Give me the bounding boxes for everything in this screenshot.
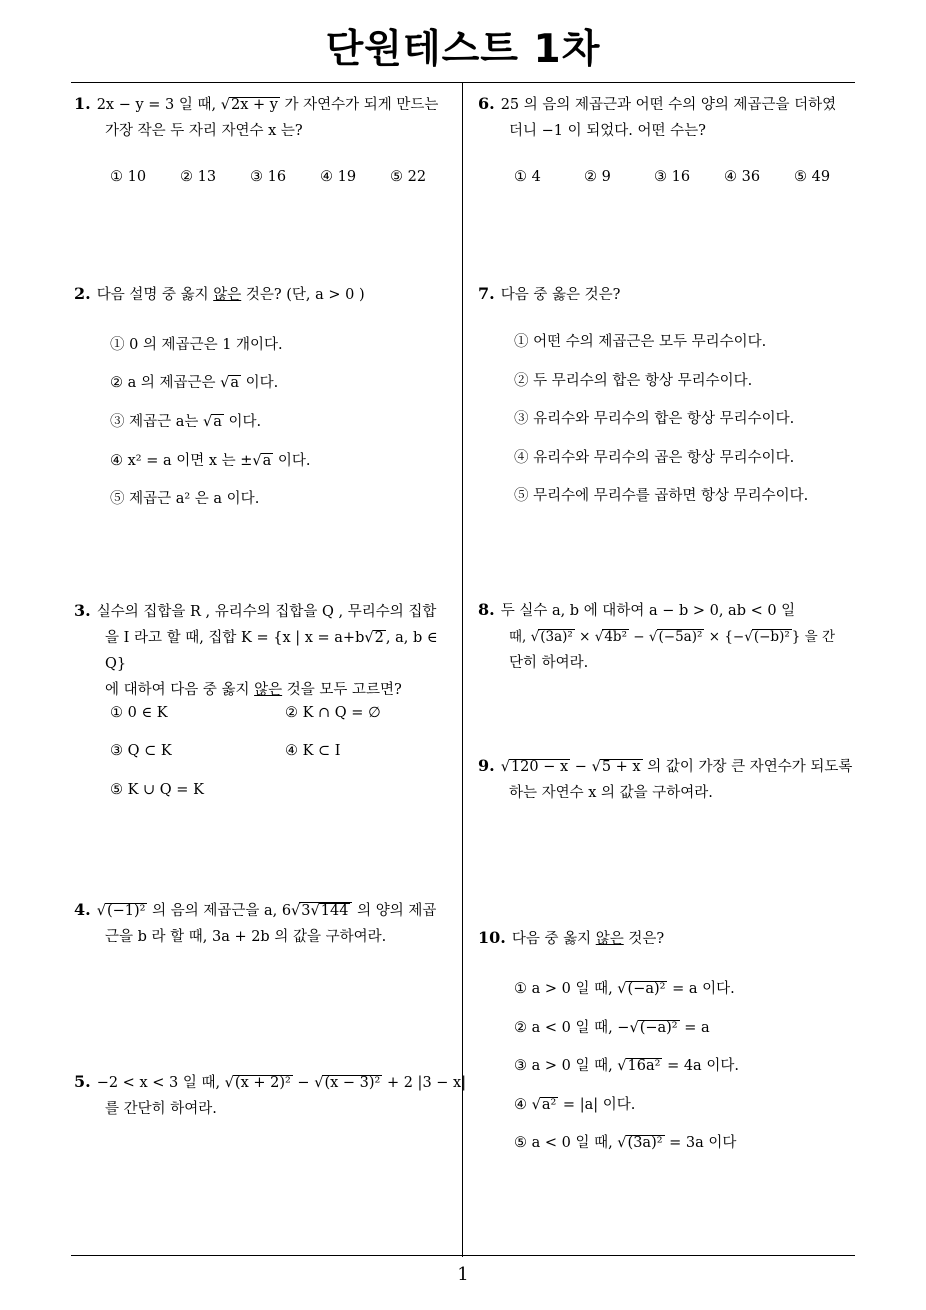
problem-8: [478, 597, 860, 676]
choice-5: ⑤ 49: [794, 169, 831, 185]
question-text: 2x − y = 3 일 때,: [96, 97, 221, 113]
problem-5: [74, 1069, 467, 1122]
choice-4: ④ 19: [320, 169, 357, 185]
radicand: (−1)²: [106, 903, 146, 919]
radicand: 4b²: [604, 629, 627, 645]
problem-4: [74, 897, 458, 950]
radicand: 144: [320, 903, 349, 919]
question-text: 단히 하여라.: [509, 655, 589, 671]
bottom-rule: [71, 1255, 855, 1256]
choice-3: ③ 16: [250, 169, 287, 185]
problem-number: 9.: [478, 756, 495, 775]
choice-text: = |a| 이다.: [558, 1097, 636, 1113]
choice-5: ⑤ 22: [390, 169, 427, 185]
choice-text: = a 이다.: [667, 981, 735, 997]
question-text: 다음 중 옳은 것은?: [500, 287, 621, 303]
choice-5: ⑤ 제곱근 a² 은 a 이다.: [110, 491, 260, 507]
radicand: 120 − x: [510, 759, 569, 775]
brace-close: }: [791, 629, 801, 645]
question-text: 의 값이 가장 큰 자연수가 되도록: [642, 759, 853, 775]
choice-1: [514, 977, 735, 998]
choice-1: ① 0 의 제곱근은 1 개이다.: [110, 337, 283, 353]
question-text: 에 대하여 다음 중 옳지: [105, 682, 255, 698]
choice-text: ③ 제곱근 a는: [110, 414, 203, 430]
question-text: 의 음의 제곱근을 a, 6: [147, 903, 292, 919]
choice-text: ② a 의 제곱근은: [110, 375, 221, 391]
problem-3: [74, 598, 456, 703]
sqrt-sign: √: [291, 903, 301, 919]
radicand: a: [262, 453, 272, 469]
problem-9: [478, 753, 860, 806]
question-text: 하는 자연수 x 의 값을 구하여라.: [509, 785, 713, 801]
choice-text: 이다.: [273, 453, 311, 469]
question-text: 가장 작은 두 자리 자연수 x 는?: [105, 123, 303, 139]
question-text: 두 실수 a, b 에 대하여 a − b > 0, ab < 0 일: [500, 603, 796, 619]
operator: ×: [704, 629, 725, 645]
question-text: 을 간: [800, 629, 836, 645]
choice-1: ① 어떤 수의 제곱근은 모두 무리수이다.: [514, 334, 767, 350]
question-text: 다음 설명 중 옳지: [96, 287, 214, 303]
choice-4: ④ 유리수와 무리수의 곱은 항상 무리수이다.: [514, 450, 795, 466]
question-text: 을 I 라고 할 때, 집합 K = {x | x = a+b: [105, 630, 365, 646]
choice-1: ① 4: [514, 169, 541, 185]
choice-text: = 4a 이다.: [662, 1058, 739, 1074]
problem-10: [478, 925, 860, 952]
sqrt-sign: √: [220, 375, 230, 391]
sqrt-sign: √: [203, 414, 213, 430]
radicand-outer: [299, 902, 352, 920]
top-rule: [71, 82, 855, 83]
radicand: (x + 2)²: [234, 1075, 291, 1091]
choice-3: ③ 유리수와 무리수의 합은 항상 무리수이다.: [514, 411, 795, 427]
question-text: 것은? (단, a > 0 ): [241, 287, 365, 303]
problem-number: 5.: [74, 1072, 91, 1091]
radicand: (x − 3)²: [324, 1075, 381, 1091]
choice-text: = a: [679, 1020, 710, 1036]
question-text: 것을 모두 고르면?: [282, 682, 402, 698]
problem-number: 10.: [478, 928, 506, 947]
problem-number: 3.: [74, 601, 91, 620]
underlined-word: 않은: [213, 287, 242, 303]
problem-number: 7.: [478, 284, 495, 303]
sqrt-sign: √: [220, 97, 230, 113]
brace-open: {−: [724, 629, 745, 645]
choice-3: [110, 410, 261, 431]
question-text: 근을 b 라 할 때, 3a + 2b 의 값을 구하여라.: [105, 929, 387, 945]
radicand: (−a)²: [627, 981, 666, 997]
radicand-coefficient: 3: [301, 903, 311, 919]
choice-2: ② 13: [180, 169, 217, 185]
radicand: 2x + y: [230, 97, 278, 113]
choice-text: ④: [514, 1097, 532, 1113]
radicand: (3a)²: [540, 629, 573, 645]
sqrt-sign: √: [224, 1075, 234, 1091]
sqrt-sign: √: [364, 630, 374, 646]
question-text: 를 간단히 하여라.: [105, 1101, 217, 1117]
choice-4: ④ K ⊂ I: [285, 743, 341, 759]
choice-3: ③ Q ⊂ K: [110, 743, 172, 759]
radicand: 16a²: [627, 1058, 661, 1074]
choice-4: [110, 449, 311, 470]
choice-2: [514, 1016, 710, 1037]
radicand: 2: [374, 630, 384, 646]
problem-2: [74, 281, 456, 308]
choice-text: = 3a 이다: [664, 1135, 737, 1151]
sqrt-sign: √: [500, 759, 510, 775]
problem-7: [478, 281, 860, 308]
underlined-word: 않은: [595, 931, 624, 947]
question-text: 가 자연수가 되게 만드는: [279, 97, 439, 113]
choice-4: [514, 1093, 635, 1114]
choice-text: 이다.: [223, 414, 262, 430]
choice-text: 이다.: [241, 375, 279, 391]
sqrt-sign: √: [530, 629, 540, 645]
question-text: 것은?: [623, 931, 665, 947]
problem-1: [74, 91, 456, 144]
radicand: 5 + x: [601, 759, 641, 775]
sqrt-sign: √: [617, 1135, 627, 1151]
choice-text: ③ a > 0 일 때,: [514, 1058, 618, 1074]
problem-number: 4.: [74, 900, 91, 919]
choice-text: ⑤ a < 0 일 때,: [514, 1135, 618, 1151]
sqrt-sign: √: [617, 981, 627, 997]
sqrt-sign: √: [744, 629, 753, 645]
sqrt-sign: √: [310, 903, 320, 919]
choice-2: ② K ∩ Q = ∅: [285, 705, 381, 721]
choice-2: ② 9: [584, 169, 611, 185]
sqrt-sign: √: [591, 759, 601, 775]
page-number: 1: [457, 1264, 469, 1285]
choice-3: [514, 1054, 739, 1075]
question-text: 의 양의 제곱: [352, 903, 437, 919]
choice-2: [110, 371, 278, 392]
question-text: 더니 −1 이 되었다. 어떤 수는?: [509, 123, 706, 139]
operator: −: [629, 629, 649, 645]
radicand: (−a)²: [639, 1020, 678, 1036]
question-text: 실수의 집합을 R , 유리수의 집합을 Q , 무리수의 집합: [96, 604, 437, 620]
sqrt-sign: √: [314, 1075, 324, 1091]
operator: ×: [574, 629, 595, 645]
operator: −: [570, 759, 592, 775]
radicand: a: [213, 414, 222, 430]
choice-text: ② a < 0 일 때, −: [514, 1020, 630, 1036]
radicand: (−5a)²: [658, 629, 703, 645]
question-text: 25 의 음의 제곱근과 어떤 수의 양의 제곱근을 더하였: [500, 97, 837, 113]
question-text: + 2 |3 − x|: [382, 1075, 467, 1091]
choice-4: ④ 36: [724, 169, 761, 185]
choice-5: ⑤ 무리수에 무리수를 곱하면 항상 무리수이다.: [514, 488, 809, 504]
radicand: a: [230, 375, 240, 391]
sqrt-sign: √: [96, 903, 106, 919]
choice-2: ② 두 무리수의 합은 항상 무리수이다.: [514, 373, 753, 389]
question-text: −: [292, 1075, 315, 1091]
radicand: (3a)²: [627, 1135, 663, 1151]
sqrt-sign: √: [617, 1058, 627, 1074]
choice-1: ① 0 ∈ K: [110, 705, 168, 721]
problem-number: 8.: [478, 600, 495, 619]
choice-5: ⑤ K ∪ Q = K: [110, 782, 204, 798]
page-title: 단원테스트 1차: [325, 27, 601, 72]
choice-text: ① a > 0 일 때,: [514, 981, 618, 997]
choice-5: [514, 1131, 736, 1152]
question-text: −2 < x < 3 일 때,: [96, 1075, 225, 1091]
sqrt-sign: √: [594, 629, 604, 645]
question-text: , a, b ∈ Q}: [105, 630, 438, 672]
problem-6: [478, 91, 860, 144]
problem-number: 2.: [74, 284, 91, 303]
problem-number: 6.: [478, 94, 495, 113]
sqrt-sign: √: [648, 629, 658, 645]
radicand: (−b)²: [753, 629, 790, 645]
choice-text: ④ x² = a 이면 x 는 ±: [110, 453, 253, 469]
question-text: 때,: [509, 629, 531, 645]
sqrt-sign: √: [252, 453, 262, 469]
choice-1: ① 10: [110, 169, 147, 185]
sqrt-sign: √: [629, 1020, 639, 1036]
question-text: 다음 중 옳지: [511, 931, 596, 947]
choice-3: ③ 16: [654, 169, 691, 185]
radicand: a²: [541, 1097, 557, 1113]
underlined-word: 않은: [254, 682, 283, 698]
sqrt-sign: √: [531, 1097, 541, 1113]
problem-number: 1.: [74, 94, 91, 113]
